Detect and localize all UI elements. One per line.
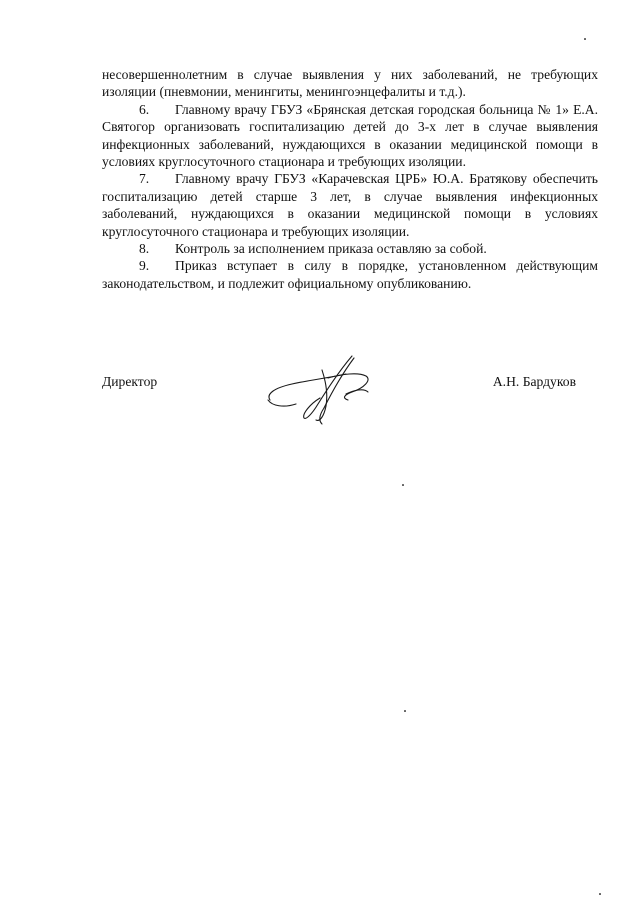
handwritten-signature <box>262 348 392 428</box>
order-item-text: Главному врачу ГБУЗ «Брянская детская городская больница № 1» Е.А. Святогор организовать госпитализацию детей до 3-х лет в случае выявления инфекционных заболеваний, нуждающихся в оказании медицинской помощи в условиях круглосуточного стационара и требующих изоляции. <box>102 101 598 170</box>
order-item-text: Приказ вступает в силу в порядке, установленном действующим законодательством, и подлежит официальному опубликованию. <box>102 258 598 291</box>
scan-speck <box>404 710 406 712</box>
order-item-number: 9. <box>139 258 150 274</box>
order-item-8 <box>102 240 598 257</box>
document-body <box>102 66 598 292</box>
continuation-paragraph: несовершеннолетним в случае выявления у них заболеваний, не требующих изоляции (пневмонии, менингиты, менингоэнцефалиты и т.д.). <box>102 67 598 100</box>
order-item-number: 8. <box>139 241 150 257</box>
scan-speck <box>402 484 404 486</box>
signer-name: А.Н. Бардуков <box>492 374 576 389</box>
order-item-6 <box>102 101 598 171</box>
order-item-7 <box>102 170 598 240</box>
signer-title: Директор <box>102 374 158 389</box>
scan-speck <box>584 38 586 40</box>
order-item-text: Главному врачу ГБУЗ «Карачевская ЦРБ» Ю.А. Братякову обеспечить госпитализацию детей старше 3 лет, в случае выявления инфекционных заболеваний, нуждающихся в оказании медицинской помощи в условиях круглосуточного стационара и требующих изоляции. <box>102 171 598 239</box>
order-item-text: Контроль за исполнением приказа оставляю за собой. <box>175 241 487 257</box>
scan-speck <box>599 893 601 895</box>
order-item-9 <box>102 257 598 292</box>
order-item-number: 7. <box>139 171 150 187</box>
order-item-number: 6. <box>139 101 150 117</box>
